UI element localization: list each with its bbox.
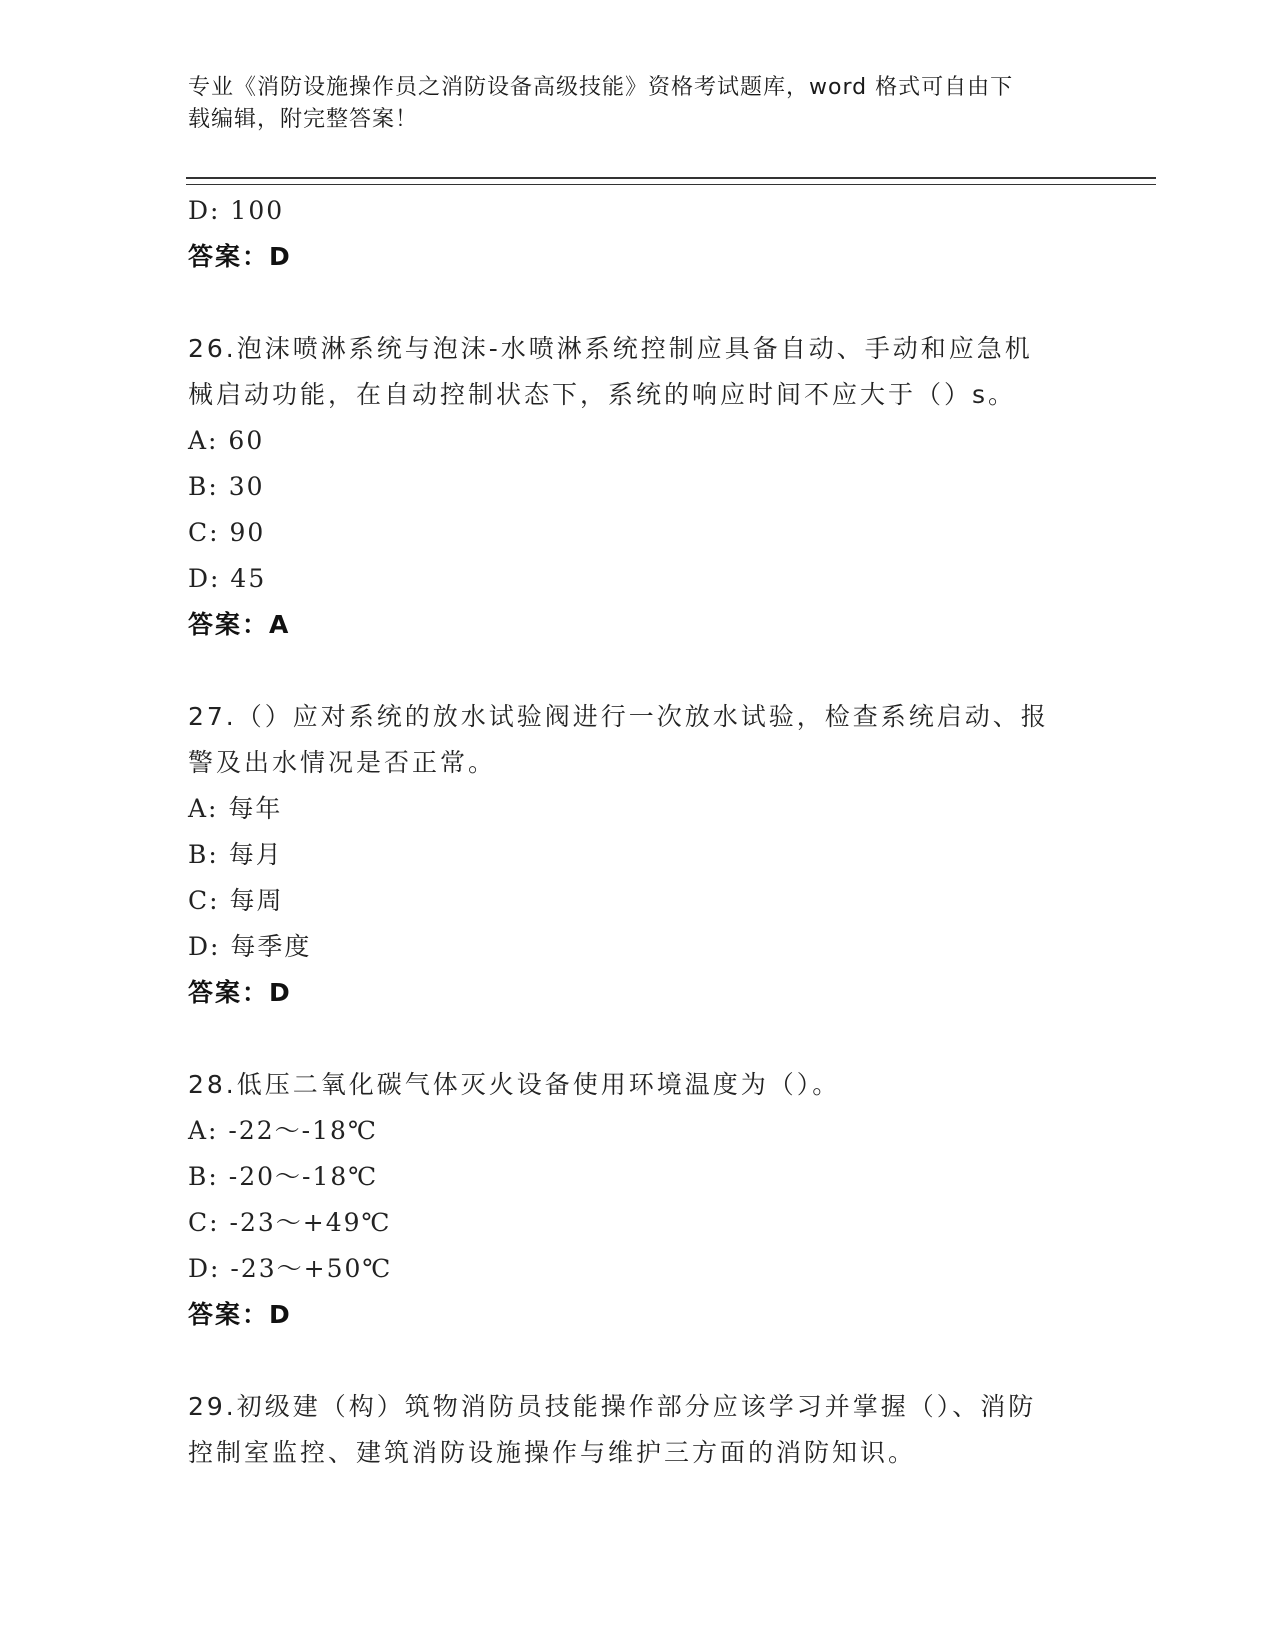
option-a: A: 60 — [188, 426, 265, 455]
option-a: A: -22～-18℃ — [188, 1116, 378, 1145]
spacer — [188, 1016, 1088, 1062]
option-d: D: -23～+50℃ — [188, 1254, 393, 1283]
document-body — [188, 188, 1088, 1476]
prev-option-d: D: 100 — [188, 196, 285, 225]
question-26 — [188, 326, 1088, 648]
question-stem: 26.泡沫喷淋系统与泡沫-水喷淋系统控制应具备自动、手动和应急机 — [188, 334, 1033, 363]
prev-answer: 答案：D — [188, 242, 292, 271]
option-c: C: -23～+49℃ — [188, 1208, 392, 1237]
answer: 答案：D — [188, 1300, 292, 1329]
header-line-1: 专业《消防设施操作员之消防设备高级技能》资格考试题库，word 格式可自由下 — [188, 75, 1014, 100]
question-27 — [188, 694, 1088, 1016]
option-d: D: 45 — [188, 564, 267, 593]
option-b: B: 每月 — [188, 840, 283, 869]
question-stem: 29.初级建（构）筑物消防员技能操作部分应该学习并掌握（）、消防 — [188, 1392, 1037, 1421]
header-line-2: 载编辑，附完整答案！ — [188, 107, 419, 132]
question-stem: 控制室监控、建筑消防设施操作与维护三方面的消防知识。 — [188, 1438, 917, 1467]
answer: 答案：A — [188, 610, 291, 639]
question-stem: 27.（）应对系统的放水试验阀进行一次放水试验，检查系统启动、报 — [188, 702, 1049, 731]
question-29 — [188, 1384, 1088, 1476]
option-a: A: 每年 — [188, 794, 283, 823]
answer: 答案：D — [188, 978, 292, 1007]
option-b: B: -20～-18℃ — [188, 1162, 379, 1191]
option-c: C: 每周 — [188, 886, 284, 915]
option-d: D: 每季度 — [188, 932, 312, 961]
spacer — [188, 280, 1088, 326]
question-stem: 械启动功能，在自动控制状态下，系统的响应时间不应大于（）s。 — [188, 380, 1017, 409]
header-divider — [186, 177, 1156, 185]
option-b: B: 30 — [188, 472, 265, 501]
spacer — [188, 648, 1088, 694]
question-28 — [188, 1062, 1088, 1338]
option-c: C: 90 — [188, 518, 266, 547]
page-header — [188, 72, 1068, 136]
spacer — [188, 1338, 1088, 1384]
question-stem: 警及出水情况是否正常。 — [188, 748, 497, 777]
question-stem: 28.低压二氧化碳气体灭火设备使用环境温度为（）。 — [188, 1070, 841, 1099]
